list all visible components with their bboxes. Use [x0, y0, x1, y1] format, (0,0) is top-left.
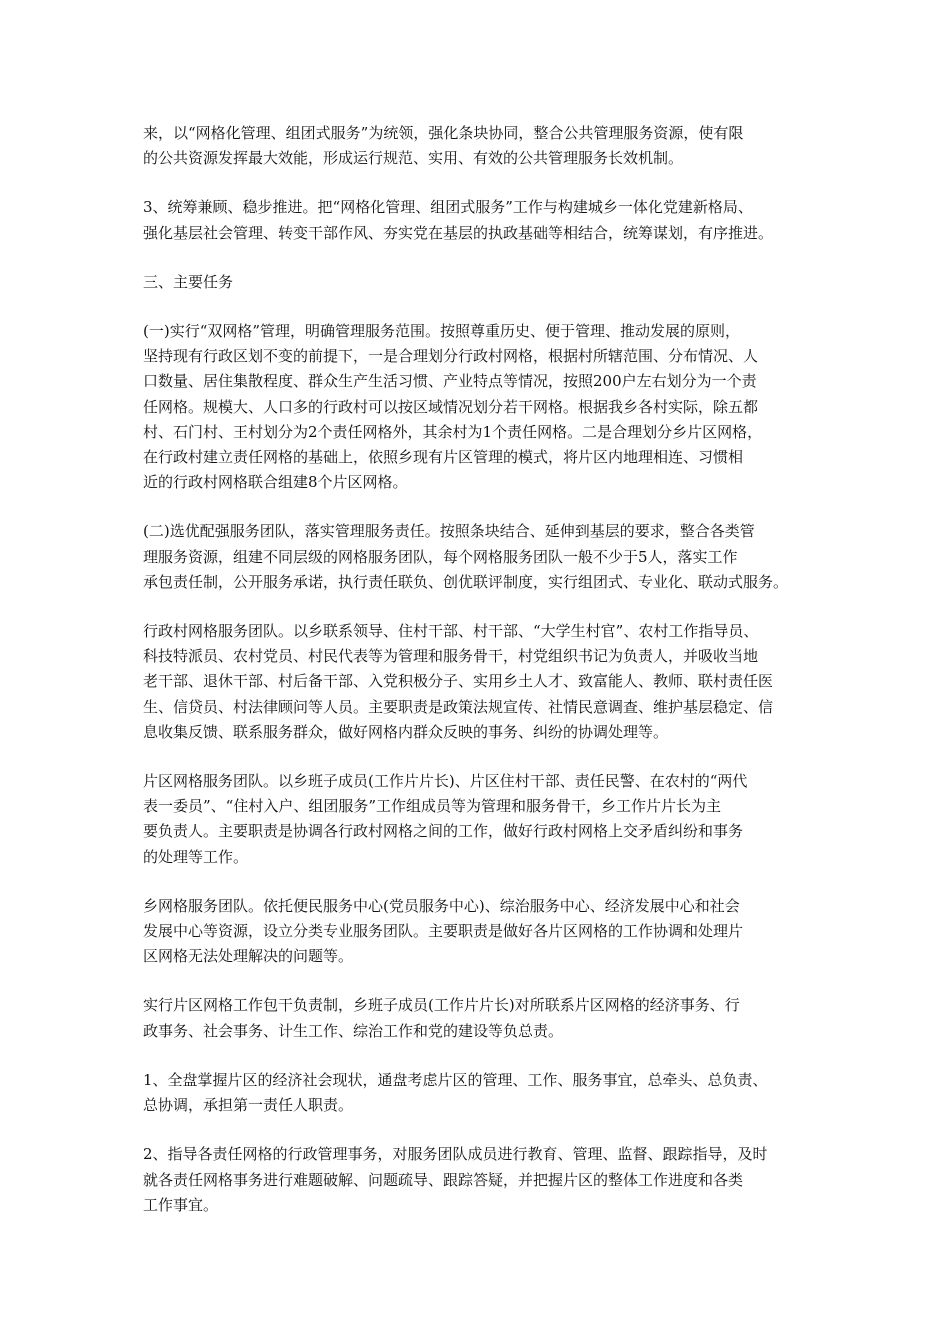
text-line: (二)选优配强服务团队，落实管理服务责任。按照条块结合、延伸到基层的要求，整合各类管: [143, 522, 755, 541]
paragraph: [143, 619, 823, 745]
paragraph: [143, 195, 823, 245]
text-line: 村、石门村、王村划分为2个责任网格外，其余村为1个责任网格。二是合理划分乡片区网格，: [143, 422, 763, 441]
text-line: 就各责任网格事务进行难题破解、问题疏导、跟踪答疑，并把握片区的整体工作进度和各类: [143, 1170, 744, 1189]
text-line: 强化基层社会管理、转变干部作风、夯实党在基层的执政基础等相结合，统筹谋划，有序推进。: [143, 223, 774, 242]
paragraph: [143, 319, 823, 495]
text-line: 区网格无法处理解决的问题等。: [143, 947, 354, 966]
paragraph: [143, 769, 823, 870]
text-line: 的公共资源发挥最大效能，形成运行规范、实用、有效的公共管理服务长效机制。: [143, 149, 684, 168]
text-line: 3、统筹兼顾、稳步推进。把“网格化管理、组团式服务”工作与构建城乡一体化党建新格局、: [143, 198, 753, 217]
text-line: 息收集反馈、联系服务群众，做好网格内群众反映的事务、纠纷的协调处理等。: [143, 722, 669, 741]
paragraph: [143, 121, 823, 171]
text-line: 实行片区网格工作包干负责制，乡班子成员(工作片片长)对所联系片区网格的经济事务、行: [143, 996, 740, 1015]
text-line: 来，以“网格化管理、组团式服务”为统领，强化条块协同，整合公共管理服务资源，使有限: [143, 124, 744, 142]
text-line: 近的行政村网格联合组建8个片区网格。: [143, 473, 408, 492]
text-line: 承包责任制，公开服务承诺，执行责任联负、创优联评制度，实行组团式、专业化、联动式服务。: [143, 572, 789, 591]
text-line: 工作事宜。: [143, 1195, 219, 1214]
text-line: 行政村网格服务团队。以乡联系领导、住村干部、村干部、“大学生村官”、农村工作指导员、: [143, 622, 759, 641]
text-line: 总协调，承担第一责任人职责。: [143, 1096, 354, 1115]
text-line: 生、信贷员、村法律顾问等人员。主要职责是政策法规宣传、社情民意调查、维护基层稳定、信: [143, 697, 774, 716]
text-line: 表一委员”、“住村入户、组团服务”工作组成员等为管理和服务骨干，乡工作片片长为主: [143, 797, 722, 816]
text-line: 在行政村建立责任网格的基础上，依照乡现有片区管理的模式，将片区内地理相连、习惯相: [143, 448, 744, 467]
text-line: 的处理等工作。: [143, 847, 249, 866]
text-line: 任网格。规模大、人口多的行政村可以按区域情况划分若干网格。根据我乡各村实际，除五都: [143, 397, 759, 416]
text-line: 发展中心等资源，设立分类专业服务团队。主要职责是做好各片区网格的工作协调和处理片: [143, 922, 744, 941]
text-line: 三、主要任务: [143, 272, 234, 291]
text-line: 科技特派员、农村党员、村民代表等为管理和服务骨干，村党组织书记为负责人，并吸收当地: [143, 647, 759, 666]
text-line: 1、全盘掌握片区的经济社会现状，通盘考虑片区的管理、工作、服务事宜，总牵头、总负责、: [143, 1070, 768, 1089]
text-line: 乡网格服务团队。依托便民服务中心(党员服务中心)、综治服务中心、经济发展中心和社会: [143, 896, 740, 915]
text-line: 片区网格服务团队。以乡班子成员(工作片片长)、片区住村干部、责任民警、在农村的“两代: [143, 772, 748, 791]
text-line: 坚持现有行政区划不变的前提下，一是合理划分行政村网格，根据村所辖范围、分布情况、人: [143, 347, 759, 366]
text-line: 口数量、居住集散程度、群众生产生活习惯、产业特点等情况，按照200户左右划分为一个责: [143, 372, 757, 391]
text-line: 政事务、社会事务、计生工作、综治工作和党的建设等负总责。: [143, 1021, 564, 1040]
document-body: [143, 121, 823, 1242]
paragraph: [143, 1068, 823, 1118]
paragraph: [143, 993, 823, 1043]
text-line: 理服务资源，组建不同层级的网格服务团队，每个网格服务团队一般不少于5人，落实工作: [143, 547, 738, 566]
paragraph: [143, 519, 823, 595]
paragraph: [143, 1142, 823, 1218]
text-line: 2、指导各责任网格的行政管理事务，对服务团队成员进行教育、管理、监督、跟踪指导，及时: [143, 1145, 768, 1164]
text-line: 老干部、退休干部、村后备干部、入党积极分子、实用乡土人才、致富能人、教师、联村责任医: [143, 672, 774, 691]
paragraph: [143, 894, 823, 970]
text-line: 要负责人。主要职责是协调各行政村网格之间的工作，做好行政村网格上交矛盾纠纷和事务: [143, 822, 744, 841]
section-heading: [143, 270, 823, 295]
text-line: (一)实行“双网格”管理，明确管理服务范围。按照尊重历史、便于管理、推动发展的原则，: [143, 322, 741, 341]
